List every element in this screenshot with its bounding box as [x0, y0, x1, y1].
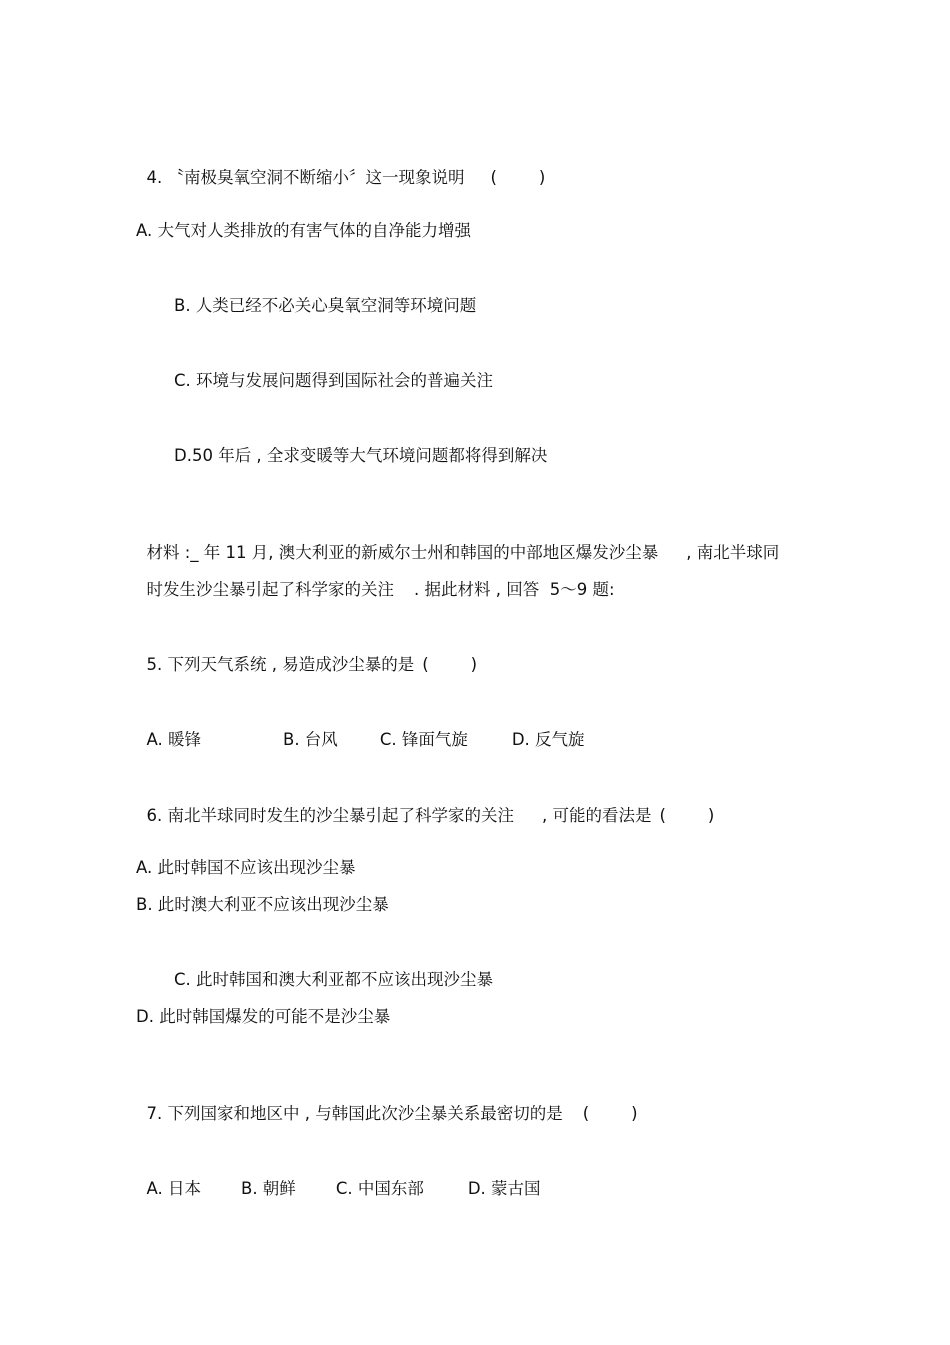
- q4-option-c: C. 环境与发展问题得到国际社会的普遍关注: [174, 371, 494, 390]
- q5-stem: [136, 632, 477, 676]
- q5-answer-paren: ( ): [422, 655, 478, 674]
- q4-option-a: A. 大气对人类排放的有害气体的自净能力增强: [136, 221, 471, 240]
- q5-option-d: D. 反气旋: [511, 730, 585, 749]
- q4-option-d: D.50 年后 , 全求变暖等大气环境问题都将得到解决: [174, 446, 548, 465]
- q7-answer-paren: ( ): [582, 1104, 638, 1123]
- q4-stem-text: 4. 〝南极臭氧空洞不断缩小〞这一现象说明: [146, 168, 465, 187]
- q6-option-a: A. 此时韩国不应该出现沙尘暴: [136, 858, 356, 877]
- q7-option-a: A. 日本: [146, 1179, 201, 1198]
- material-line-2-text: 时发生沙尘暴引起了科学家的关注: [146, 580, 394, 599]
- q6-stem-tail: , 可能的看法是: [542, 806, 652, 825]
- q5-stem-text: 5. 下列天气系统 , 易造成沙尘暴的是: [146, 655, 415, 674]
- q5-option-a: A. 暖锋: [146, 730, 201, 749]
- q6-answer-paren: ( ): [659, 806, 715, 825]
- q5-option-b: B. 台风: [283, 730, 338, 749]
- material-line-2-tail: . 据此材料 , 回答 5～9 题:: [414, 580, 615, 599]
- q7-stem: [136, 1081, 638, 1125]
- q7-stem-text: 7. 下列国家和地区中 , 与韩国此次沙尘暴关系最密切的是: [146, 1104, 563, 1123]
- q6-option-b: B. 此时澳大利亚不应该出现沙尘暴: [136, 895, 389, 914]
- material-line-1-text: 材料 :_ 年 11 月, 澳大利亚的新威尔士州和韩国的中部地区爆发沙尘暴: [146, 543, 659, 562]
- material-line-1-tail: , 南北半球同: [686, 543, 780, 562]
- q5-option-c: C. 锋面气旋: [379, 730, 468, 749]
- q7-option-b: B. 朝鲜: [241, 1179, 296, 1198]
- q7-options: [136, 1156, 541, 1200]
- material-line-2: [136, 557, 615, 601]
- q7-option-c: C. 中国东部: [335, 1179, 424, 1198]
- q6-stem-text: 6. 南北半球同时发生的沙尘暴引起了科学家的关注: [146, 806, 514, 825]
- q4-stem: [136, 145, 545, 189]
- q6-stem: [136, 783, 714, 827]
- q4-option-b: B. 人类已经不必关心臭氧空洞等环境问题: [174, 296, 477, 315]
- q6-option-c: C. 此时韩国和澳大利亚都不应该出现沙尘暴: [174, 970, 494, 989]
- q7-option-d: D. 蒙古国: [467, 1179, 541, 1198]
- q4-answer-paren: ( ): [490, 168, 546, 187]
- q5-options: [136, 707, 585, 751]
- q6-option-d: D. 此时韩国爆发的可能不是沙尘暴: [136, 1007, 391, 1026]
